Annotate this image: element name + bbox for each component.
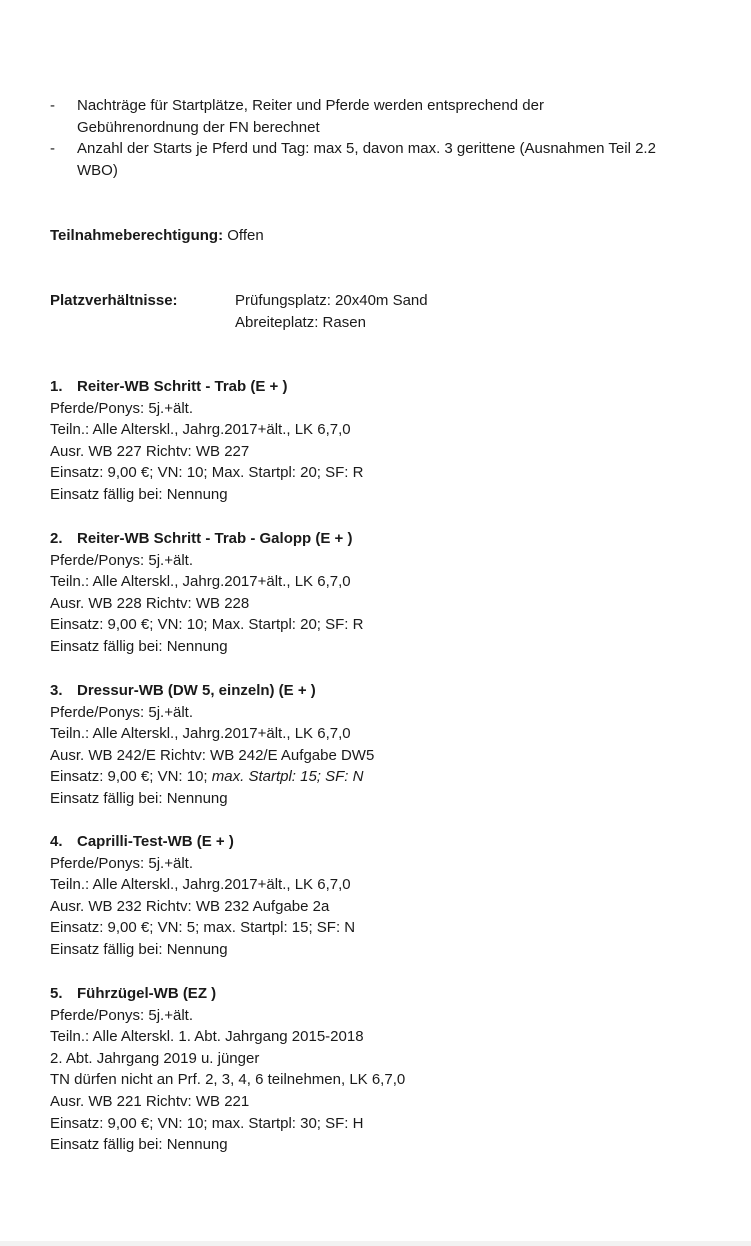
competition-3: 3. Dressur-WB (DW 5, einzeln) (E + ) Pferde/Ponys: 5j.+ält. Teiln.: Alle Alterskl., Jahrg.2017+ält., LK 6,7,0 Ausr. WB 242/E Richtv: WB 242/E Aufgabe DW5 Einsatz: 9,00 €; VN: 10; max. Startpl: 15; SF: N Einsatz fällig bei: Nennung [50,682,375,807]
venue-values [235,290,428,333]
competition-1: 1. Reiter-WB Schritt - Trab (E + ) Pferde/Ponys: 5j.+ält. Teiln.: Alle Alterskl., Jahrg.2017+ält., LK 6,7,0 Ausr. WB 227 Richtv: WB 227 Einsatz: 9,00 €; VN: 10; Max. Startpl: 20; SF: R Einsatz fällig bei: Nennung [50,378,364,503]
note-item: - Nachträge für Startplätze, Reiter und Pferde werden entsprechend der Gebührenordnung der FN berechnet [50,95,690,138]
competition-2: 2. Reiter-WB Schritt - Trab - Galopp (E + ) Pferde/Ponys: 5j.+ält. Teiln.: Alle Alterskl., Jahrg.2017+ält., LK 6,7,0 Ausr. WB 228 Richtv: WB 228 Einsatz: 9,00 €; VN: 10; Max. Startpl: 20; SF: R Einsatz fällig bei: Nennung [50,530,364,655]
competition-5: 5. Führzügel-WB (EZ ) Pferde/Ponys: 5j.+ält. Teiln.: Alle Alterskl. 1. Abt. Jahrgang 2015-2018 2. Abt. Jahrgang 2019 u. jünger TN dürfen nicht an Prf. 2, 3, 4, 6 teilnehmen, LK 6,7,0 Ausr. WB 221 Richtv: WB 221 Einsatz: 9,00 €; VN: 10; max. Startpl: 30; SF: H Einsatz fällig bei: Nennung [50,985,406,1154]
competition-title: 2. Reiter-WB Schritt - Trab - Galopp (E + ) [50,530,353,547]
page-bottom-edge [0,1241,751,1246]
eligibility-label: Teilnahmeberechtigung: [50,227,224,244]
eligibility-value: Offen [227,227,264,244]
note-line: Anzahl der Starts je Pferd und Tag: max 5, davon max. 3 gerittene (Ausnahmen Teil 2.2 [77,140,656,158]
competition-title: 3. Dressur-WB (DW 5, einzeln) (E + ) [50,682,316,699]
note-line: WBO) [77,161,118,179]
competition-title: 1. Reiter-WB Schritt - Trab (E + ) [50,378,288,395]
venue-line: Abreiteplatz: Rasen [235,313,366,331]
eligibility [50,225,264,247]
competition-title: 5. Führzügel-WB (EZ ) [50,985,217,1002]
note-line: Gebührenordnung der FN berechnet [77,118,320,136]
venue-line: Prüfungsplatz: 20x40m Sand [235,292,428,309]
notes-list [50,95,690,181]
fee-line: Einsatz: 9,00 €; VN: 10; max. Startpl: 15; SF: N [50,768,364,786]
note-line: Nachträge für Startplätze, Reiter und Pferde werden entsprechend der [77,97,544,114]
note-item: - Anzahl der Starts je Pferd und Tag: max 5, davon max. 3 gerittene (Ausnahmen Teil 2.2 WBO) [50,138,690,181]
competition-title: 4. Caprilli-Test-WB (E + ) [50,833,234,850]
venue-label: Platzverhältnisse: [50,292,178,309]
competition-4: 4. Caprilli-Test-WB (E + ) Pferde/Ponys: 5j.+ält. Teiln.: Alle Alterskl., Jahrg.2017+ält., LK 6,7,0 Ausr. WB 232 Richtv: WB 232 Aufgabe 2a Einsatz: 9,00 €; VN: 5; max. Startpl: 15; SF: N Einsatz fällig bei: Nennung [50,833,356,958]
